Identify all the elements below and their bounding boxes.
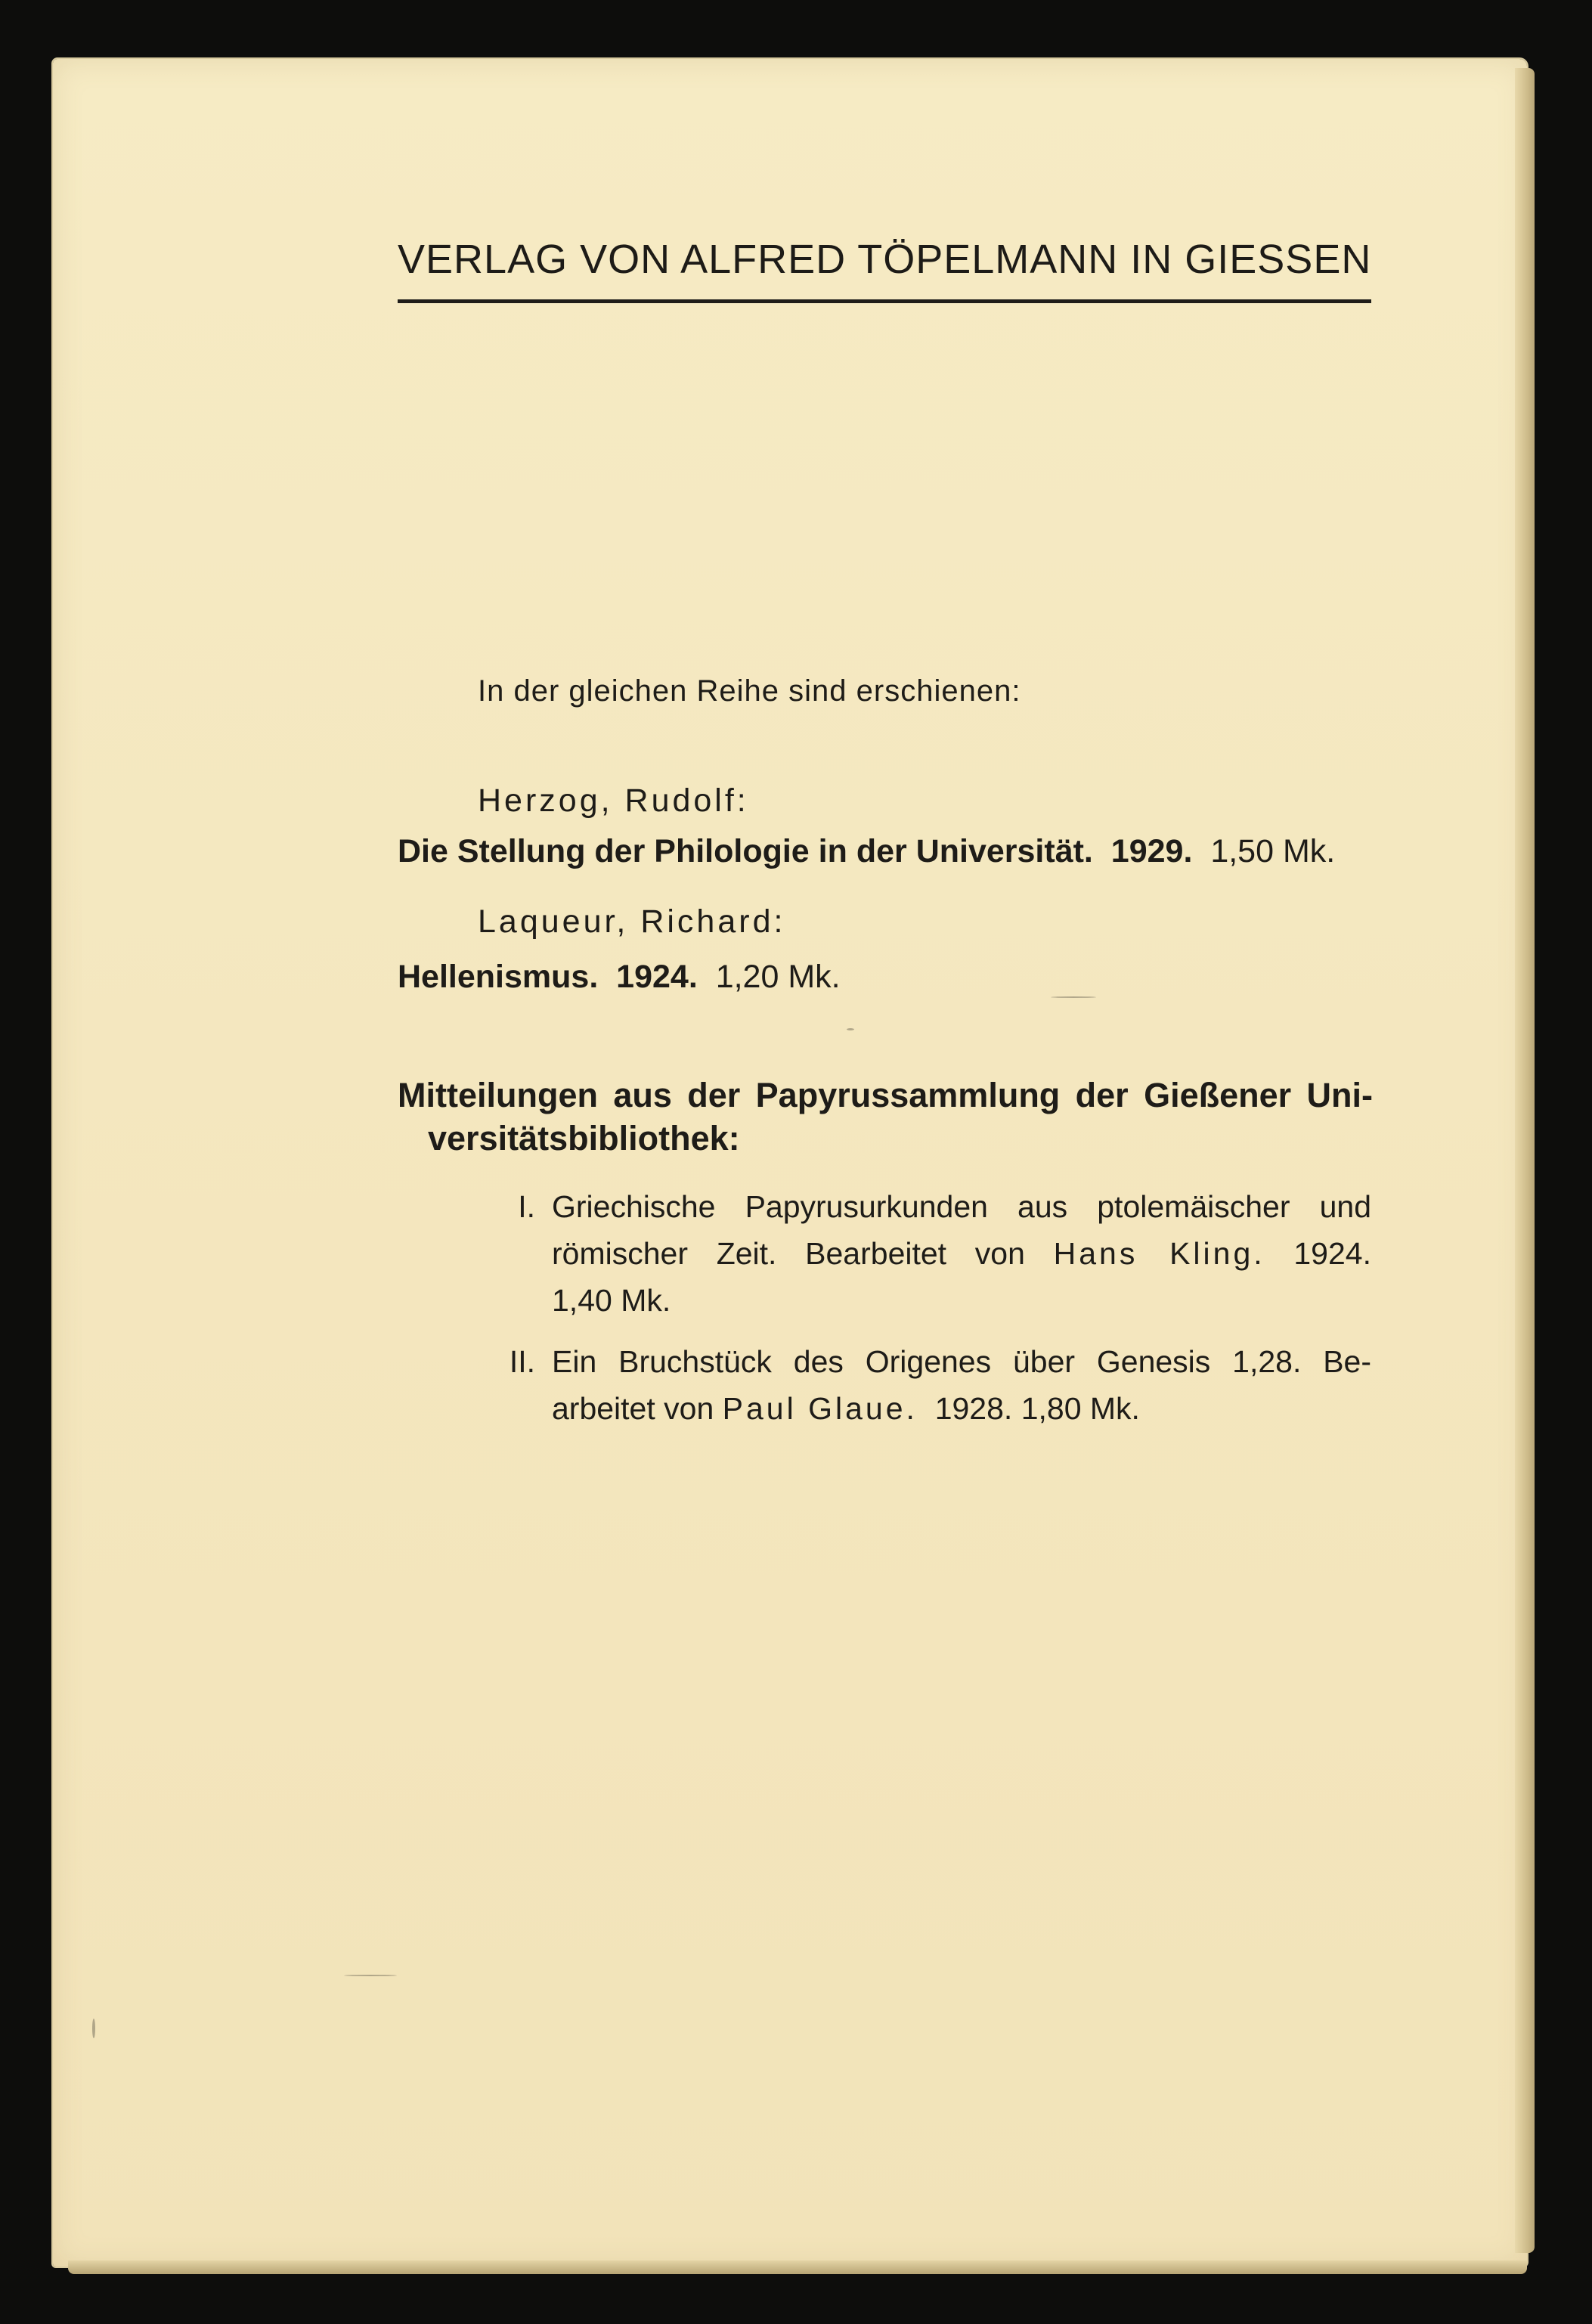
series-item-2: [552, 1338, 1371, 1432]
intro-text: In der gleichen Reihe sind erschienen:: [478, 674, 1021, 708]
paper-speck: [92, 2019, 95, 2038]
series-item-line: [552, 1230, 1371, 1277]
series-item-text: römischer Zeit. Bearbeitet von: [552, 1236, 1025, 1271]
publisher-heading: VERLAG VON ALFRED TÖPELMANN IN GIESSEN: [398, 237, 1372, 282]
page-sheet: [53, 59, 1527, 2267]
series-item-editor: Paul Glaue.: [722, 1391, 918, 1426]
series-item-price: 1,40 Mk.: [552, 1283, 671, 1318]
paper-speck: [1051, 996, 1096, 998]
entry-title-herzog: [398, 833, 1335, 870]
entry-price: 1,50 Mk.: [1210, 833, 1336, 869]
series-item-line: [552, 1385, 1371, 1432]
paper-speck: [344, 1975, 397, 1976]
series-item-line: Ein Bruchstück des Origenes über Genesis 1,28. Be-: [552, 1344, 1371, 1379]
series-title-line1: Mitteilungen aus der Papyrussammlung der Gießener Uni-: [398, 1076, 1373, 1114]
series-item-rest: 1928. 1,80 Mk.: [934, 1391, 1140, 1426]
series-item-1: [552, 1183, 1371, 1324]
entry-price: 1,20 Mk.: [715, 959, 841, 995]
series-item-text: arbeitet von: [552, 1391, 714, 1426]
heading-rule: [398, 299, 1371, 303]
entry-year: 1924.: [616, 959, 698, 995]
series-item-editor: Hans Kling.: [1053, 1236, 1265, 1271]
series-title-line2: versitätsbibliothek:: [428, 1119, 740, 1157]
series-item-number: I.: [518, 1189, 535, 1224]
entry-title: Die Stellung der Philologie in der Universität.: [398, 833, 1093, 869]
series-item-line: Griechische Papyrusurkunden aus ptolemäischer und: [552, 1189, 1371, 1224]
entry-title: Hellenismus.: [398, 959, 599, 995]
paper-speck: [847, 1028, 854, 1030]
entry-author-laqueur: Laqueur, Richard:: [478, 903, 786, 940]
page-edge-right: [1515, 68, 1535, 2253]
series-item-number: II.: [509, 1344, 535, 1379]
entry-title-laqueur: [398, 959, 841, 996]
entry-year: 1929.: [1110, 833, 1193, 869]
series-item-year: 1924.: [1293, 1236, 1371, 1271]
page-edge-bottom: [68, 2260, 1527, 2274]
entry-author-herzog: Herzog, Rudolf:: [478, 782, 749, 819]
